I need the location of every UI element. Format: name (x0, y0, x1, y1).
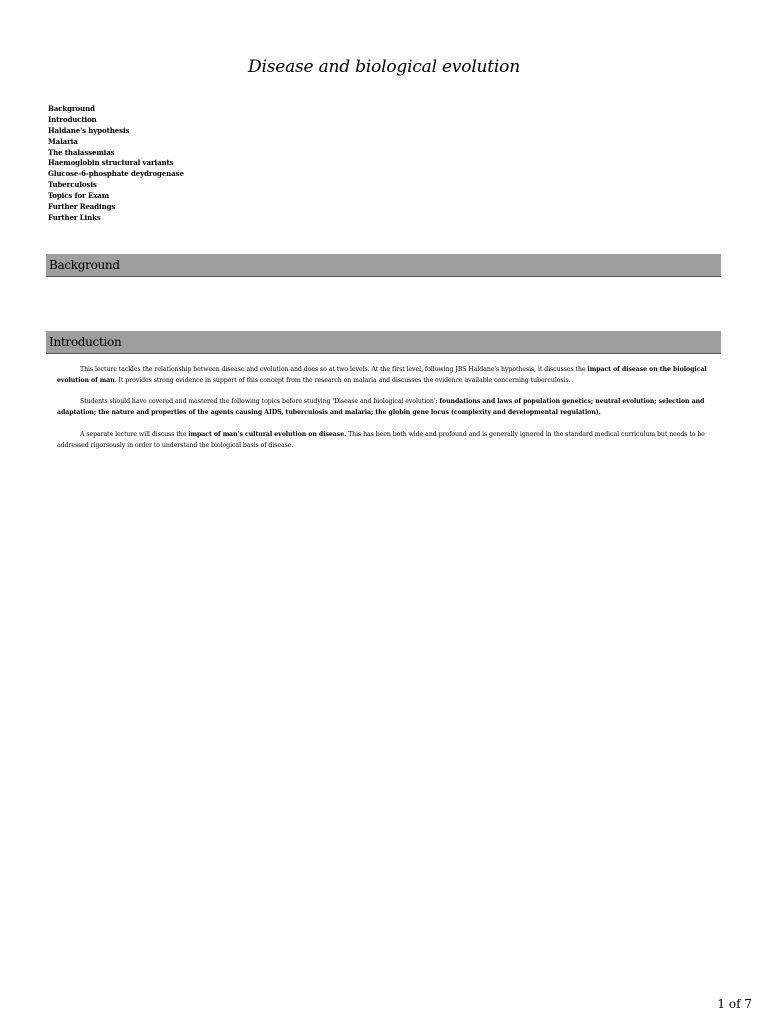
paragraph-emphasis: foundations and laws of population genetics; neutral evolution; selection and adaptation; the nature and properties of the agents causing AIDS, tuberculosis and malaria; the globin gene locus (complexity and developmental regulation). (57, 398, 705, 416)
toc-link-introduction[interactable]: Introduction (48, 114, 97, 124)
paragraph-emphasis: impact of man's cultural evolution on disease. (188, 431, 347, 438)
paragraph-text: This has been both wide and profound and is generally ignored in the standard medical curriculum but needs to be addressed rigorsously in order to understand the biological basis of disease. (57, 431, 705, 449)
toc-link-tuberculosis[interactable]: Tuberculosis (48, 180, 97, 190)
section-header-background (46, 254, 721, 277)
paragraph-text: A separate lecture will discuss the (80, 431, 189, 438)
paragraph-emphasis: impact of disease on the biological evolution of man (57, 366, 707, 384)
toc-link-background[interactable]: Background (48, 104, 95, 113)
paragraph-text: . It provides strong evidence in support of this concept from the research on malaria and discusses the evidence available concerning tuberculosis. (114, 377, 571, 384)
table-of-contents (48, 104, 184, 224)
section-heading: Background (49, 258, 120, 272)
intro-paragraph-2 (57, 396, 707, 418)
page-title: Disease and biological evolution (248, 57, 520, 77)
toc-link-further-readings[interactable]: Further Readings (48, 202, 116, 212)
toc-link-further-links[interactable]: Further Links (48, 212, 101, 222)
section-header-introduction (46, 331, 721, 354)
intro-paragraph-3 (57, 429, 707, 451)
section-heading: Introduction (49, 335, 122, 349)
toc-link-haemoglobin-variants[interactable]: Haemoglobin structural variants (48, 158, 174, 168)
paragraph-text: Students should have covered and mastered the following topics before studying 'Disease and biological evolution': (80, 398, 440, 405)
page-number: 1 of 7 (717, 997, 752, 1011)
intro-paragraph-1 (57, 364, 707, 386)
toc-link-malaria[interactable]: Malaria (48, 136, 78, 146)
toc-link-topics-for-exam[interactable]: Topics for Exam (48, 191, 110, 201)
toc-link-thalassemias[interactable]: The thalassemias (48, 147, 115, 157)
toc-link-haldanes-hypothesis[interactable]: Haldane's hypothesis (48, 125, 130, 135)
toc-link-g6pd[interactable]: Glucose-6-phosphate deydrogenase (48, 169, 184, 179)
paragraph-text: This lecture tackles the relationship between disease and evolution and does so at two levels. At the first level, following JBS Haldane's hypothesis, it discusses the (80, 366, 588, 373)
